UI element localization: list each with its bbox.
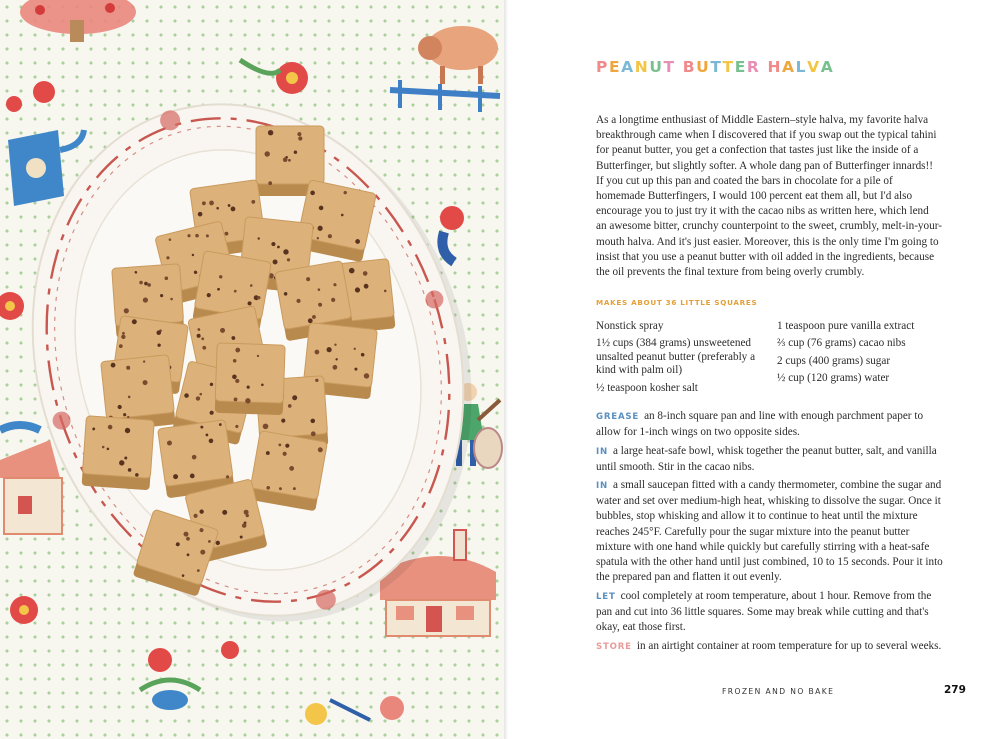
page-number: 279 <box>944 684 966 696</box>
title-letter: E <box>734 58 747 76</box>
recipe-page <box>508 0 1000 739</box>
step-text: in an airtight container at room temperature for up to several weeks. <box>636 640 942 652</box>
step-verb: LET <box>596 592 616 602</box>
title-letter <box>676 58 683 76</box>
title-letter: E <box>608 58 622 76</box>
step-verb: GREASE <box>596 412 640 422</box>
title-letter: A <box>782 58 796 76</box>
footer-section-title: FROZEN AND NO BAKE <box>722 687 835 696</box>
method-step <box>596 589 944 636</box>
ingredient-item: ½ cup (120 grams) water <box>777 371 890 384</box>
title-letter: L <box>795 58 808 76</box>
halva-square <box>215 343 285 415</box>
step-verb: STORE <box>596 642 632 652</box>
recipe-title <box>596 58 834 76</box>
ingredient-item: 1½ cups (384 grams) unsweetened unsalted peanut butter (preferably a kind with palm oil) <box>596 337 756 377</box>
ingredient-item: ⅔ cup (76 grams) cacao nibs <box>777 337 906 350</box>
title-letter: A <box>621 58 635 76</box>
title-letter: P <box>596 58 609 76</box>
step-verb: IN <box>596 447 608 457</box>
ingredient-item: Nonstick spray <box>596 320 664 332</box>
step-text: a small saucepan fitted with a candy thermometer, combine the sugar and water and set over medium-high heat, whisking to dissolve the sugar. Once it bubbles, stop whisking and allow it to continue to heat until the mixture reaches 245°F. Carefully pour the sugar mixture into the peanut butter mixture with one hand while quickly but carefully stirring with a heat-safe spatula with the other hand until just combined, 10 to 15 seconds. Pour it into the prepared pan and flatten it out evenly. <box>596 479 943 584</box>
method-step <box>596 478 944 585</box>
title-letter: U <box>696 58 711 76</box>
ingredient-item: ½ teaspoon kosher salt <box>596 381 698 394</box>
step-verb: IN <box>596 481 608 491</box>
step-text: a large heat-safe bowl, whisk together the peanut butter, salt, and vanilla until smooth. Stir in the cacao nibs. <box>596 445 937 474</box>
ingredient-item: 2 cups (400 grams) sugar <box>777 354 891 367</box>
title-letter: R <box>746 58 761 76</box>
method-step <box>596 639 944 655</box>
title-letter: T <box>663 58 676 76</box>
ingredient-item: 1 teaspoon pure vanilla extract <box>777 320 915 332</box>
title-letter: V <box>807 58 821 76</box>
recipe-introduction: As a longtime enthusiast of Middle Eastern–style halva, my favorite halva breakthrough came when I discovered that if you swap out the typical tahini for peanut butter, you get a confection that tastes just like the inside of a Butterfinger, but slightly softer. A whole dang pan of Butterfinger innards!! If you cut up this pan and coated the bars in chocolate for a pile of homemade Butterfingers, I would 100 percent eat them all, but I'd also encourage you to just try it with the cacao nibs as written here, which lend an awesome bitter, crunchy counterpoint to the sweet, crumbly, melt-in-your-mouth halva. And it's just easier. Moreover, this is the only time I'm going to insist that you use a peanut butter with oil added in the ingredients, because the oil prevents the final texture from being overly crumbly. <box>596 114 942 279</box>
title-letter: A <box>820 58 835 76</box>
recipe-yield: MAKES ABOUT 36 LITTLE SQUARES <box>596 298 758 307</box>
title-letter: B <box>682 58 697 76</box>
step-text: an 8-inch square pan and line with enough parchment paper to allow for 1-inch wings on two opposite sides. <box>596 410 924 439</box>
title-letter <box>760 58 767 76</box>
method-step <box>596 409 944 440</box>
ingredient-list-right <box>777 320 947 389</box>
halva-square <box>248 431 327 512</box>
title-letter: H <box>767 58 783 76</box>
halva-square <box>82 416 155 491</box>
title-letter: T <box>710 58 723 76</box>
title-letter: T <box>722 58 735 76</box>
step-text: cool completely at room temperature, about 1 hour. Remove from the pan and cut into 36 little squares. Some may break while cutting and that's okay, eat those first. <box>596 590 932 634</box>
ingredient-list-left <box>596 320 766 399</box>
method-step <box>596 444 944 475</box>
title-letter: U <box>649 58 664 76</box>
title-letter: N <box>634 58 650 76</box>
